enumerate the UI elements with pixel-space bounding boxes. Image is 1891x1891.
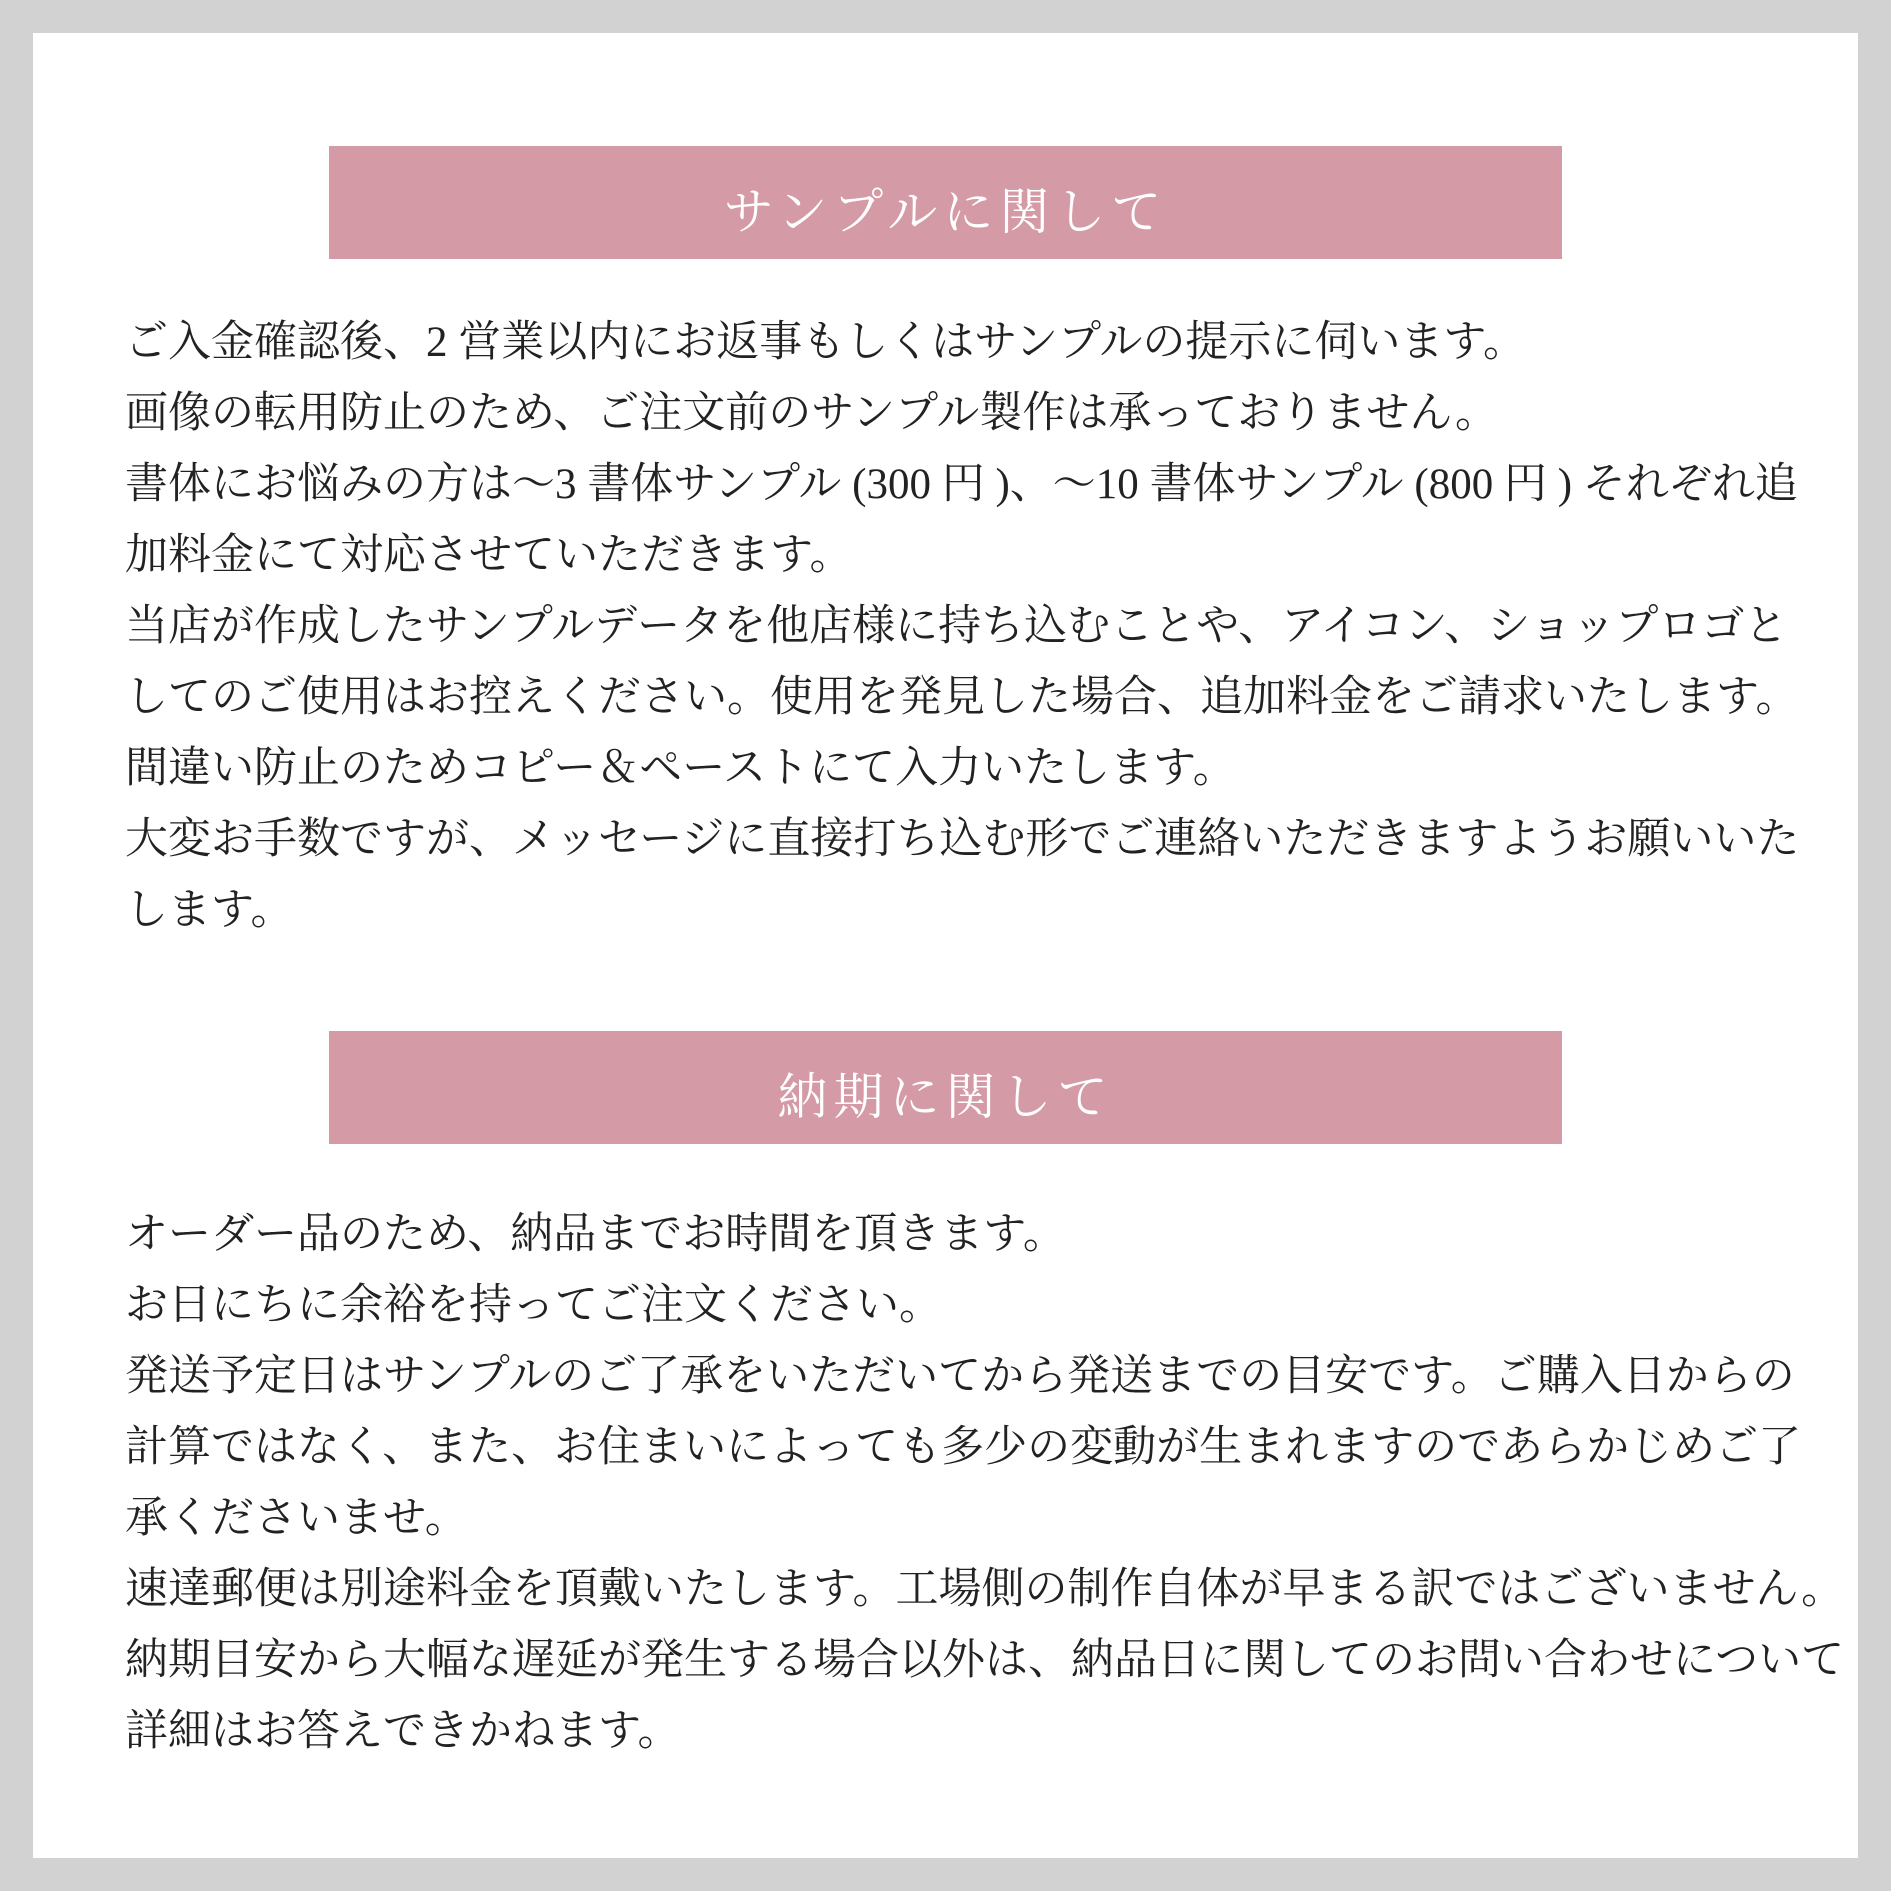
section-title-samples: サンプルに関して bbox=[723, 183, 1168, 240]
section-body-delivery bbox=[125, 1199, 1845, 1767]
section-body-samples bbox=[125, 307, 1830, 946]
body-line: 承くださいませ。 bbox=[125, 1495, 468, 1542]
page bbox=[33, 33, 1858, 1858]
body-line: します。 bbox=[125, 887, 294, 934]
body-line: 計算ではなく、また、お住まいによっても多少の変動が生まれますのであらかじめご了 bbox=[125, 1424, 1802, 1471]
section-header-delivery bbox=[329, 1031, 1562, 1144]
body-line: ご入金確認後、2 営業以内にお返事もしくはサンプルの提示に伺います。 bbox=[125, 319, 1526, 366]
body-line: 速達郵便は別途料金を頂戴いたします。工場側の制作自体が早まる訳ではございません。 bbox=[125, 1566, 1845, 1613]
body-line: 大変お手数ですが、メッセージに直接打ち込む形でご連絡いただきますようお願いいた bbox=[125, 816, 1800, 863]
body-line: 発送予定日はサンプルのご了承をいただいてから発送までの目安です。ご購入日からの bbox=[125, 1353, 1795, 1400]
body-line: 納期目安から大幅な遅延が発生する場合以外は、納品日に関してのお問い合わせについて bbox=[125, 1637, 1845, 1684]
body-line: してのご使用はお控えください。使用を発見した場合、追加料金をご請求いたします。 bbox=[125, 674, 1799, 721]
body-line: 画像の転用防止のため、ご注文前のサンプル製作は承っておりません。 bbox=[125, 390, 1498, 437]
body-line: 当店が作成したサンプルデータを他店様に持ち込むことや、アイコン、ショップロゴと bbox=[125, 603, 1788, 650]
body-line: オーダー品のため、納品までお時間を頂きます。 bbox=[125, 1211, 1066, 1258]
section-header-samples bbox=[329, 146, 1562, 259]
body-line: 間違い防止のためコピー＆ペーストにて入力いたします。 bbox=[125, 745, 1236, 792]
body-line: 加料金にて対応させていただきます。 bbox=[125, 532, 853, 579]
body-line: 詳細はお答えできかねます。 bbox=[125, 1708, 681, 1755]
section-title-delivery: 納期に関して bbox=[777, 1068, 1114, 1125]
body-line: お日にちに余裕を持ってご注文ください。 bbox=[125, 1282, 942, 1329]
body-line: 書体にお悩みの方は～3 書体サンプル (300 円 )、～10 書体サンプル (800 円 ) それぞれ追 bbox=[125, 461, 1798, 508]
